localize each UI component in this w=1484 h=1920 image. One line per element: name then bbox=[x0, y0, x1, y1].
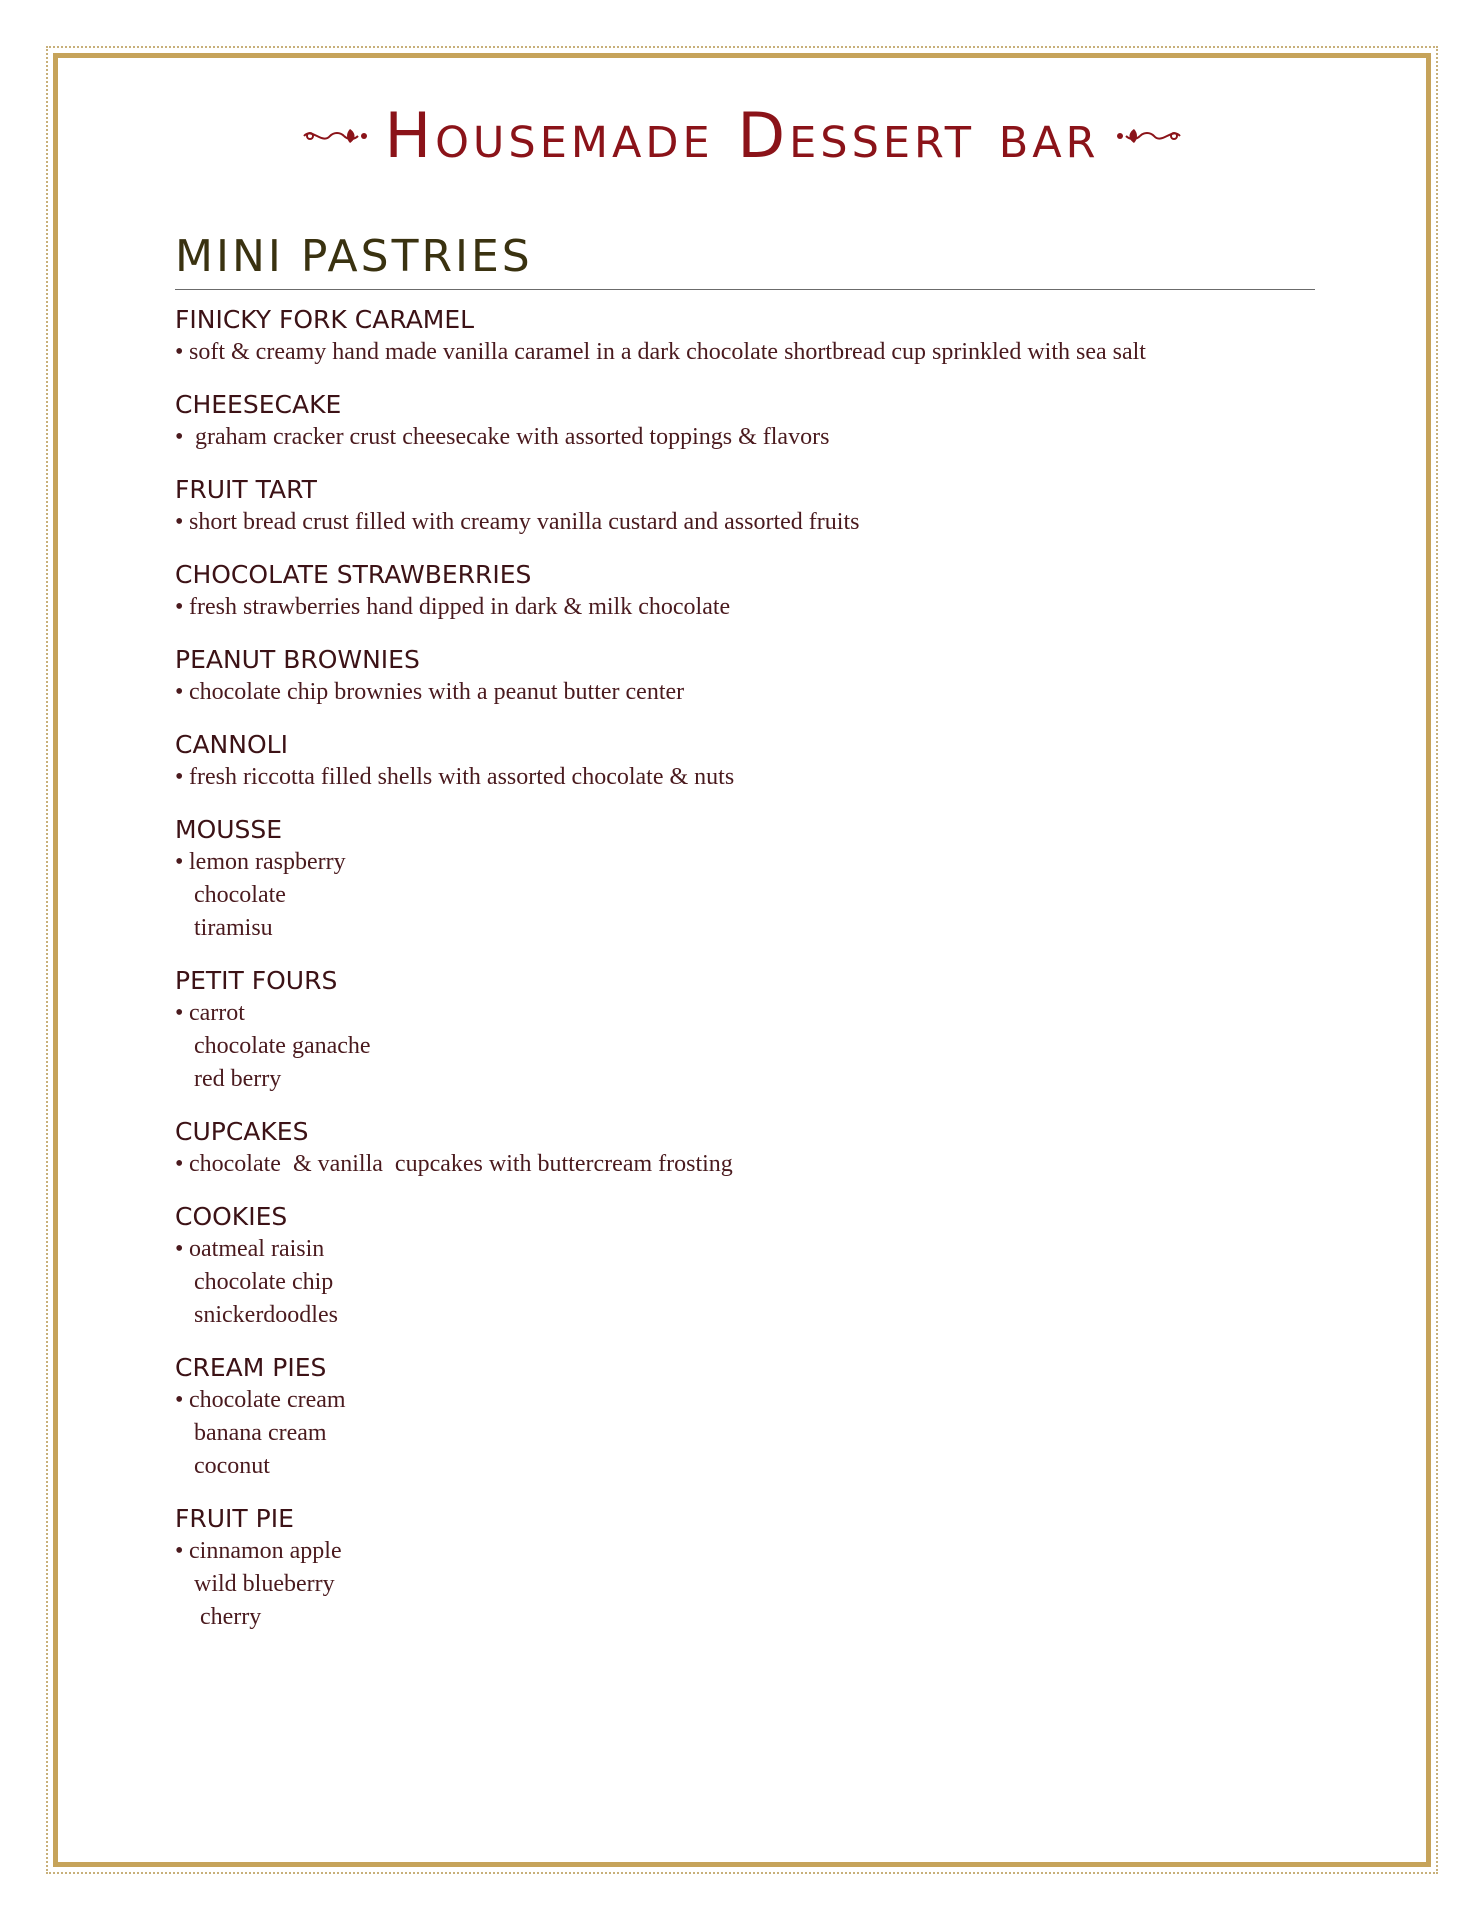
menu-item-description bbox=[175, 591, 1315, 624]
menu-item bbox=[175, 304, 1315, 369]
description-text: chocolate bbox=[194, 881, 286, 908]
menu-item bbox=[175, 474, 1315, 539]
description-line bbox=[175, 879, 1315, 912]
flourish-right-icon bbox=[1114, 121, 1184, 151]
menu-item bbox=[175, 1503, 1315, 1634]
bullet-icon: • bbox=[175, 678, 184, 705]
description-text: tiramisu bbox=[194, 914, 273, 941]
description-text: cherry bbox=[194, 1603, 262, 1630]
description-line bbox=[175, 997, 1315, 1030]
menu-item-name: CHEESECAKE bbox=[175, 389, 342, 419]
description-text: red berry bbox=[194, 1065, 282, 1092]
description-line bbox=[175, 1148, 1315, 1181]
description-text: oatmeal raisin bbox=[189, 1235, 325, 1262]
mini-pastries-section bbox=[175, 232, 1315, 1654]
menu-item bbox=[175, 965, 1315, 1096]
menu-item-description bbox=[175, 421, 1315, 454]
description-line bbox=[175, 676, 1315, 709]
description-line bbox=[175, 1535, 1315, 1568]
menu-item-description bbox=[175, 1535, 1315, 1634]
menu-item-description bbox=[175, 997, 1315, 1096]
menu-item-name: CREAM PIES bbox=[175, 1352, 327, 1382]
description-line bbox=[175, 1417, 1315, 1450]
description-line bbox=[175, 1384, 1315, 1417]
description-line bbox=[175, 1601, 1315, 1634]
description-line bbox=[175, 591, 1315, 624]
menu-item-name: COOKIES bbox=[175, 1201, 288, 1231]
flourish-left-icon bbox=[300, 121, 370, 151]
bullet-icon: • bbox=[175, 1150, 184, 1177]
bullet-icon: • bbox=[175, 423, 184, 450]
menu-item-description bbox=[175, 1233, 1315, 1332]
menu-item-name: FINICKY FORK CARAMEL bbox=[175, 304, 475, 334]
menu-item bbox=[175, 389, 1315, 454]
description-text: chocolate ganache bbox=[194, 1032, 371, 1059]
bullet-icon: • bbox=[175, 848, 184, 875]
description-text: graham cracker crust cheesecake with assorted toppings & flavors bbox=[189, 423, 830, 450]
menu-item bbox=[175, 1352, 1315, 1483]
bullet-icon: • bbox=[175, 1537, 184, 1564]
menu-item bbox=[175, 644, 1315, 709]
description-text: fresh strawberries hand dipped in dark & milk chocolate bbox=[189, 593, 731, 620]
bullet-icon: • bbox=[175, 763, 184, 790]
bullet-icon: • bbox=[175, 338, 184, 365]
description-line bbox=[175, 1233, 1315, 1266]
description-text: snickerdoodles bbox=[194, 1301, 338, 1328]
bullet-icon: • bbox=[175, 508, 184, 535]
description-text: chocolate chip bbox=[194, 1268, 334, 1295]
description-line bbox=[175, 506, 1315, 539]
section-title: MINI PASTRIES bbox=[175, 231, 533, 282]
description-line bbox=[175, 1450, 1315, 1483]
bullet-icon: • bbox=[175, 593, 184, 620]
section-divider bbox=[175, 289, 1315, 290]
menu-item bbox=[175, 814, 1315, 945]
menu-item-description bbox=[175, 336, 1315, 369]
description-line bbox=[175, 761, 1315, 794]
menu-item-description bbox=[175, 506, 1315, 539]
description-line bbox=[175, 1030, 1315, 1063]
description-text: chocolate & vanilla cupcakes with buttercream frosting bbox=[189, 1150, 733, 1177]
bullet-icon: • bbox=[175, 999, 184, 1026]
description-text: carrot bbox=[189, 999, 245, 1026]
description-text: fresh riccotta filled shells with assorted chocolate & nuts bbox=[189, 763, 735, 790]
description-line bbox=[175, 1568, 1315, 1601]
description-line bbox=[175, 1063, 1315, 1096]
title-row bbox=[0, 99, 1484, 172]
description-line bbox=[175, 421, 1315, 454]
description-text: coconut bbox=[194, 1452, 270, 1479]
menu-item-list bbox=[175, 304, 1315, 1634]
menu-item-name: PEANUT BROWNIES bbox=[175, 644, 420, 674]
menu-item-name: MOUSSE bbox=[175, 814, 283, 844]
menu-item bbox=[175, 729, 1315, 794]
description-text: lemon raspberry bbox=[189, 848, 346, 875]
description-line bbox=[175, 912, 1315, 945]
description-text: chocolate cream bbox=[189, 1386, 346, 1413]
description-text: wild blueberry bbox=[194, 1570, 335, 1597]
menu-item-name: FRUIT PIE bbox=[175, 1503, 294, 1533]
menu-item-description bbox=[175, 676, 1315, 709]
menu-item-description bbox=[175, 1148, 1315, 1181]
bullet-icon: • bbox=[175, 1235, 184, 1262]
description-line bbox=[175, 846, 1315, 879]
bullet-icon: • bbox=[175, 1386, 184, 1413]
description-text: short bread crust filled with creamy vanilla custard and assorted fruits bbox=[189, 508, 860, 535]
menu-item bbox=[175, 559, 1315, 624]
menu-item bbox=[175, 1116, 1315, 1181]
menu-item-name: CANNOLI bbox=[175, 729, 288, 759]
menu-item-name: PETIT FOURS bbox=[175, 965, 338, 995]
menu-item bbox=[175, 1201, 1315, 1332]
menu-item-name: CHOCOLATE STRAWBERRIES bbox=[175, 559, 532, 589]
page-title: Housemade Dessert bar bbox=[384, 99, 1100, 172]
menu-item-description bbox=[175, 1384, 1315, 1483]
description-text: soft & creamy hand made vanilla caramel in a dark chocolate shortbread cup sprinkled with sea salt bbox=[189, 338, 1146, 365]
description-text: cinnamon apple bbox=[189, 1537, 342, 1564]
description-text: banana cream bbox=[194, 1419, 327, 1446]
menu-item-description bbox=[175, 846, 1315, 945]
description-line bbox=[175, 1266, 1315, 1299]
description-line bbox=[175, 336, 1315, 369]
menu-item-description bbox=[175, 761, 1315, 794]
description-line bbox=[175, 1299, 1315, 1332]
menu-item-name: CUPCAKES bbox=[175, 1116, 309, 1146]
menu-item-name: FRUIT TART bbox=[175, 474, 317, 504]
description-text: chocolate chip brownies with a peanut butter center bbox=[189, 678, 685, 705]
